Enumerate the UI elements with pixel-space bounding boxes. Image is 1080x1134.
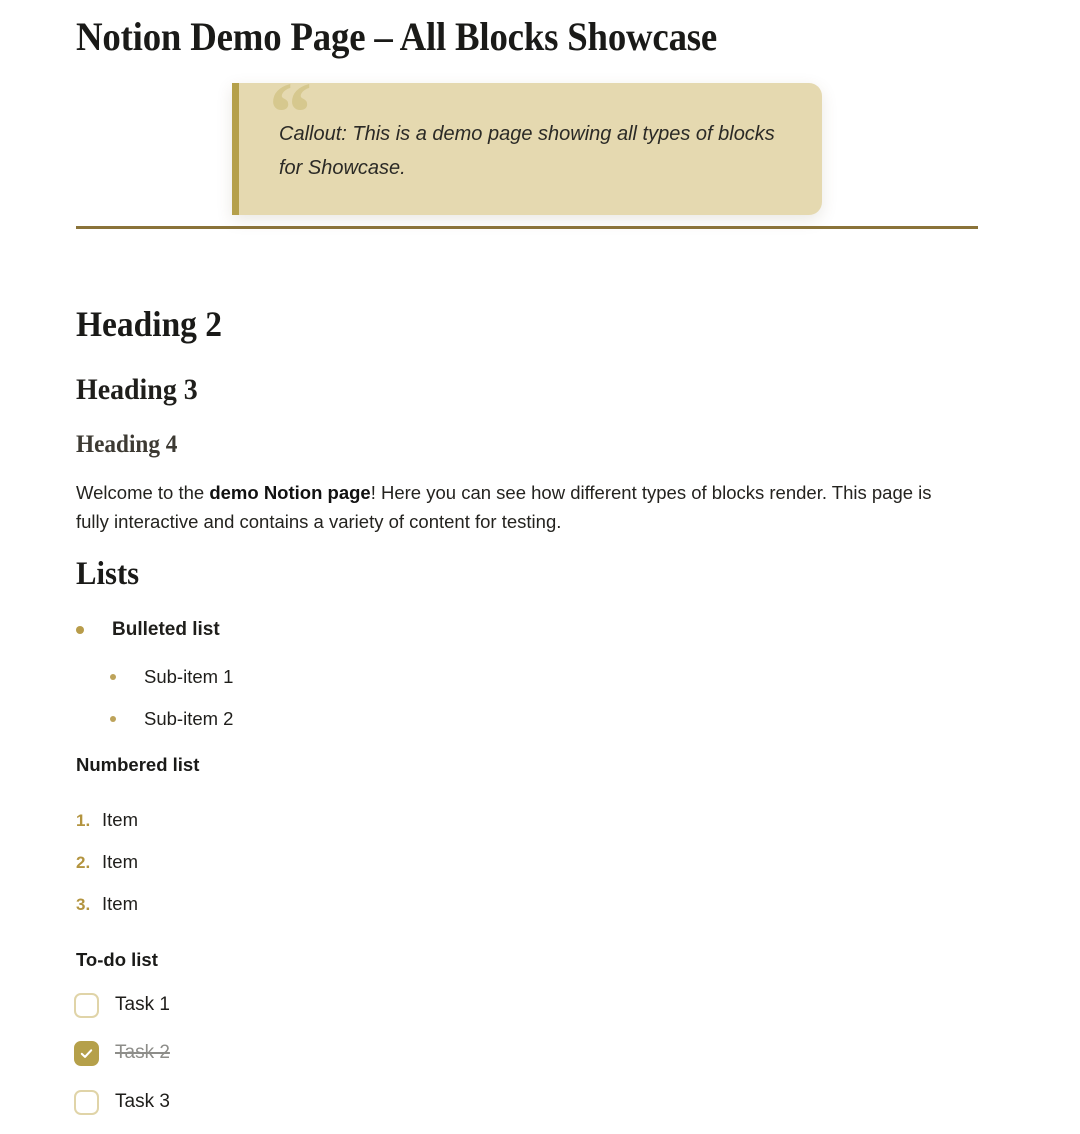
todo-item-label: Task 3 xyxy=(115,1091,170,1112)
list-number: 2. xyxy=(76,853,91,872)
bullet-icon xyxy=(110,674,116,680)
list-item[interactable] xyxy=(76,807,138,833)
todo-item[interactable] xyxy=(74,1040,170,1066)
list-item-label: Item xyxy=(102,893,138,914)
callout-text: Callout: This is a demo page showing all types of blocks for Showcase. xyxy=(279,123,775,179)
heading-lists: Lists xyxy=(76,556,140,592)
paragraph-text-after-bold: ! Here you can see how different types of blocks render. This page is fully interactive and contains a variety of content for testing. xyxy=(76,482,932,532)
todo-item[interactable] xyxy=(74,1089,170,1115)
checkbox-unchecked-icon[interactable] xyxy=(74,993,99,1018)
callout-block xyxy=(232,83,822,215)
paragraph-text-before-bold: Welcome to the xyxy=(76,482,210,503)
bullet-icon xyxy=(76,626,84,634)
list-item-label: Sub-item 1 xyxy=(144,666,234,687)
list-item-label: Bulleted list xyxy=(112,619,220,640)
list-number: 3. xyxy=(76,895,91,914)
list-item-label: Item xyxy=(102,809,138,830)
list-number: 1. xyxy=(76,811,91,830)
heading-4: Heading 4 xyxy=(76,431,178,458)
paragraph-bold-phrase: demo Notion page xyxy=(209,482,371,503)
heading-3: Heading 3 xyxy=(76,373,198,406)
bullet-icon xyxy=(110,716,116,722)
list-item[interactable] xyxy=(76,891,138,917)
checkbox-checked-icon[interactable] xyxy=(74,1041,99,1066)
intro-paragraph xyxy=(76,478,966,536)
todo-item-label: Task 2 xyxy=(115,1042,170,1063)
checkbox-unchecked-icon[interactable] xyxy=(74,1090,99,1115)
todo-item-label: Task 1 xyxy=(115,994,170,1015)
heading-2: Heading 2 xyxy=(76,304,223,344)
list-item[interactable] xyxy=(76,617,220,643)
list-item-label: Sub-item 2 xyxy=(144,708,234,729)
list-item-label: Item xyxy=(102,851,138,872)
quote-mark-icon: “ xyxy=(269,83,312,160)
page-title: Notion Demo Page – All Blocks Showcase xyxy=(76,14,718,59)
numbered-list-caption: Numbered list xyxy=(76,754,200,775)
list-item[interactable] xyxy=(76,849,138,875)
todo-item[interactable] xyxy=(74,992,170,1018)
list-item[interactable] xyxy=(110,706,233,732)
todo-list-caption: To-do list xyxy=(76,949,158,970)
horizontal-divider xyxy=(76,226,978,229)
list-item[interactable] xyxy=(110,664,233,690)
